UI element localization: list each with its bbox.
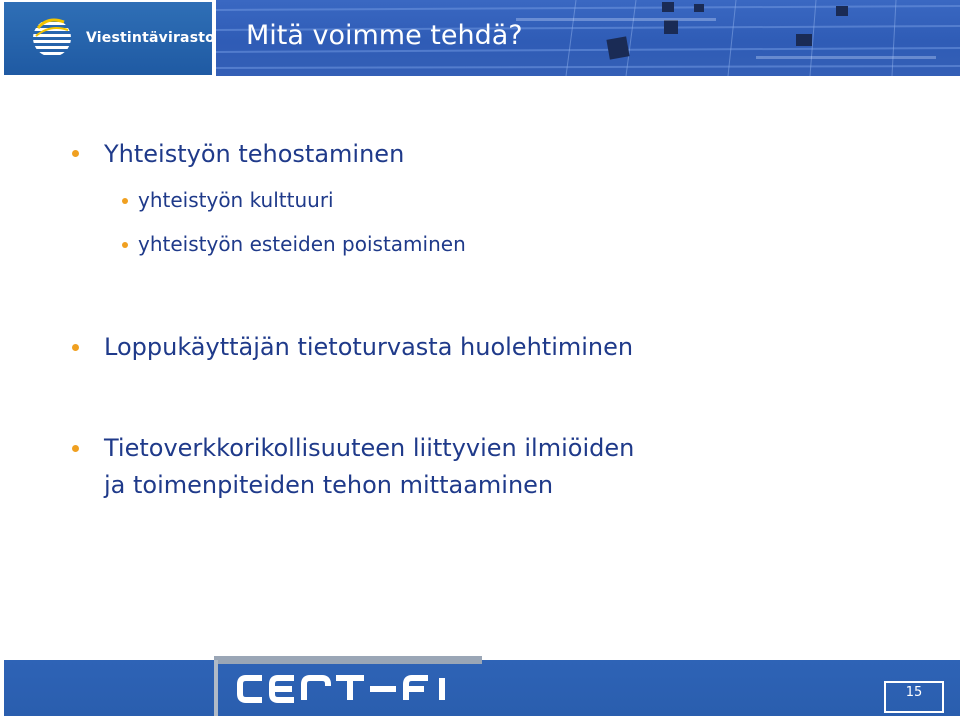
- bullet-item: Yhteistyön tehostaminen: [104, 140, 405, 168]
- bullet-item: Tietoverkkorikollisuuteen liittyvien ilmiöiden: [104, 434, 635, 462]
- bullet-dot: [72, 150, 79, 157]
- bullet-item-continuation: ja toimenpiteiden tehon mittaaminen: [104, 471, 554, 499]
- bullet-dot: [122, 198, 128, 204]
- bullet-item: Loppukäyttäjän tietoturvasta huolehtiminen: [104, 333, 634, 361]
- bullet-dot: [72, 445, 79, 452]
- bullet-subitem: yhteistyön esteiden poistaminen: [138, 232, 466, 256]
- logo-text: Viestintävirasto: [86, 30, 215, 46]
- bullet-subitem: yhteistyön kulttuuri: [138, 188, 334, 212]
- footer-band: [4, 660, 960, 716]
- slide-title: Mitä voimme tehdä?: [246, 20, 523, 51]
- bullet-dot: [72, 344, 79, 351]
- footer-divider: [214, 656, 482, 664]
- viestintavirasto-logo: [4, 2, 215, 75]
- footer-divider: [214, 660, 218, 716]
- bullet-dot: [122, 242, 128, 248]
- cert-fi-logo: [236, 672, 450, 706]
- slide-header: [0, 0, 960, 76]
- page-number: 15: [905, 685, 923, 700]
- globe-icon: [30, 14, 74, 62]
